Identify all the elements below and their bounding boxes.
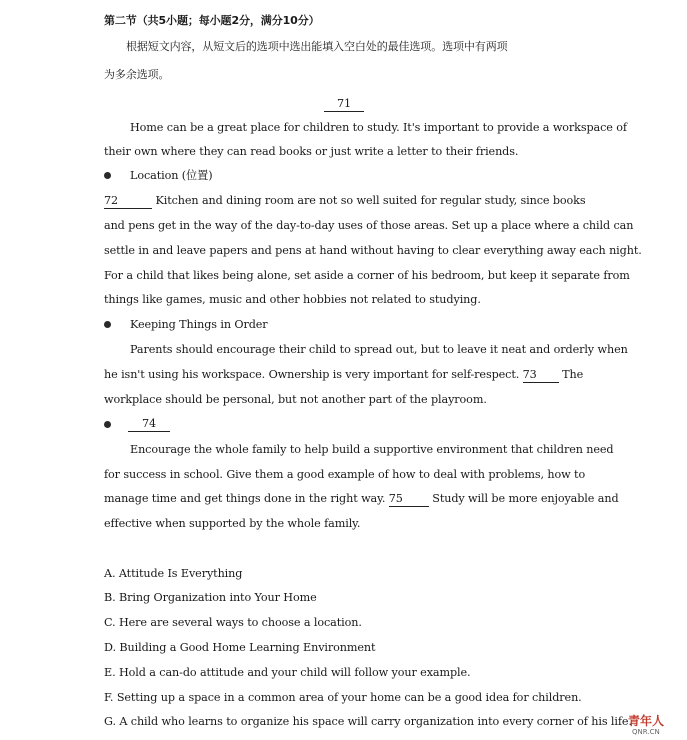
- order-line-1: Parents should encourage their child to spread out, but to leave it neat and orderly when: [130, 343, 628, 356]
- blank-72: 72: [104, 194, 152, 209]
- family-line-2: for success in school. Give them a good example of how to deal with problems, how to: [104, 468, 586, 481]
- blank-74: 74: [128, 417, 170, 432]
- location-line-1: [104, 194, 586, 209]
- bullet-icon: [104, 172, 111, 179]
- family-line-3-post: Study will be more enjoyable and: [432, 492, 619, 505]
- option-g: G. A child who learns to organize his space will carry organization into every corner of his life.: [104, 715, 632, 728]
- bullet-icon: [104, 421, 111, 428]
- order-line-2-pre: he isn't using his workspace. Ownership is very important for self-respect.: [104, 368, 520, 381]
- location-line-4: For a child that likes being alone, set aside a corner of his bedroom, but keep it separate from: [104, 269, 630, 282]
- order-line-2-post: The: [562, 368, 584, 381]
- footer-url: QNR.CN: [632, 728, 660, 736]
- location-line-5: things like games, music and other hobbies not related to studying.: [104, 293, 481, 306]
- section-header: 第二节（共5小题；每小题2分，满分10分）: [104, 14, 320, 27]
- heading-blank-74: [128, 417, 188, 432]
- option-f: F. Setting up a space in a common area of your home can be a good idea for children.: [104, 691, 582, 704]
- footer-logo: 青年人: [628, 714, 665, 728]
- option-b: B. Bring Organization into Your Home: [104, 591, 317, 604]
- location-line-1-text: Kitchen and dining room are not so well suited for regular study, since books: [155, 194, 586, 207]
- instruction-line-1: 根据短文内容，从短文后的选项中选出能填入空白处的最佳选项。选项中有两项: [126, 40, 508, 53]
- option-e: E. Hold a can-do attitude and your child will follow your example.: [104, 666, 471, 679]
- option-c: C. Here are several ways to choose a location.: [104, 616, 362, 629]
- blank-75: 75: [389, 492, 429, 507]
- option-d: D. Building a Good Home Learning Environment: [104, 641, 376, 654]
- title-blank-71: [104, 97, 584, 112]
- instruction-line-2: 为多余选项。: [104, 68, 170, 81]
- family-line-3: [104, 492, 619, 507]
- family-line-1: Encourage the whole family to help build a supportive environment that children need: [130, 443, 614, 456]
- blank-73: 73: [523, 368, 559, 383]
- location-line-2: and pens get in the way of the day-to-day uses of those areas. Set up a place where a child can: [104, 219, 634, 232]
- order-line-2: [104, 368, 584, 383]
- intro-line-1: Home can be a great place for children to study. It's important to provide a workspace of: [130, 121, 627, 134]
- family-line-4: effective when supported by the whole family.: [104, 517, 361, 530]
- bullet-icon: [104, 321, 111, 328]
- intro-line-2: their own where they can read books or just write a letter to their friends.: [104, 145, 519, 158]
- blank-71: 71: [324, 97, 364, 112]
- order-line-3: workplace should be personal, but not another part of the playroom.: [104, 393, 487, 406]
- location-line-3: settle in and leave papers and pens at hand without having to clear everything away each night.: [104, 244, 642, 257]
- heading-order: Keeping Things in Order: [130, 318, 268, 331]
- option-a: A. Attitude Is Everything: [104, 567, 243, 580]
- heading-location: Location (位置): [130, 169, 213, 182]
- family-line-3-pre: manage time and get things done in the right way.: [104, 492, 386, 505]
